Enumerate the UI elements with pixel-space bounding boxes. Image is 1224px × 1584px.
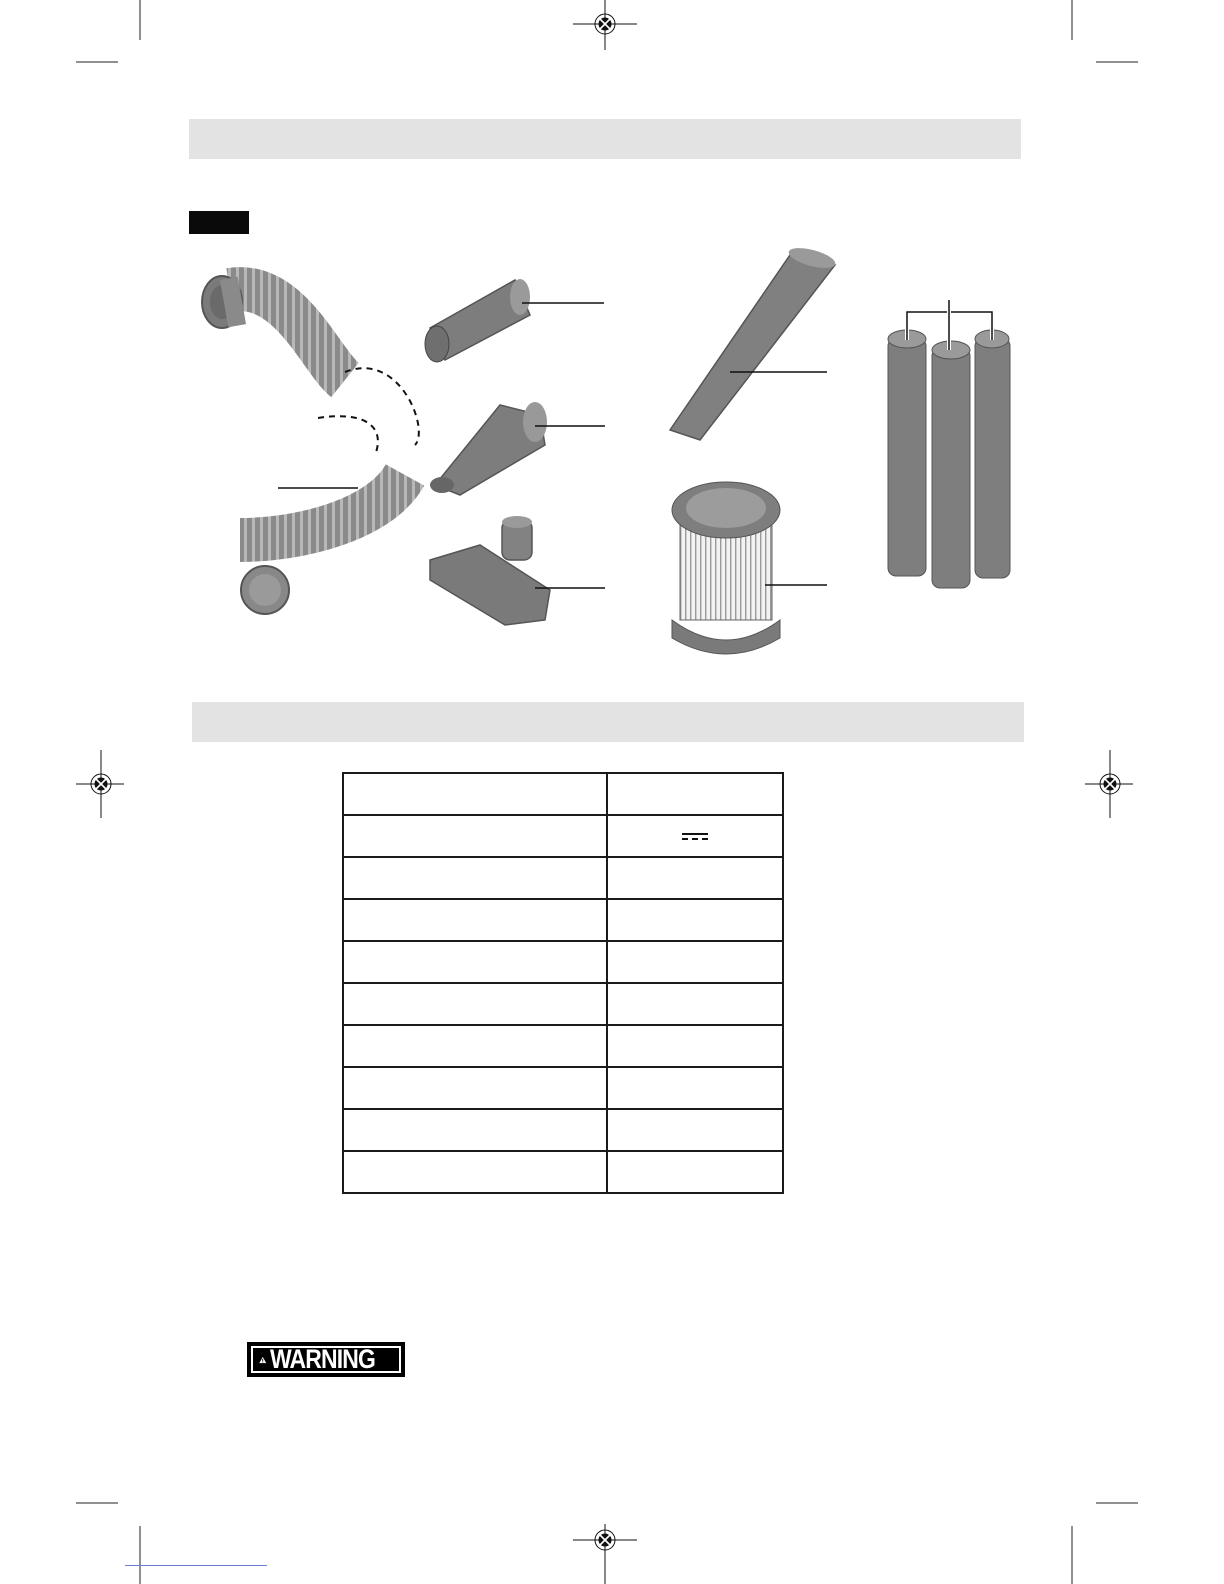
spec-value xyxy=(607,1067,783,1109)
spec-label xyxy=(343,815,607,857)
spec-label xyxy=(343,1151,607,1193)
spec-label xyxy=(343,941,607,983)
registration-mark-right xyxy=(1085,750,1135,820)
warning-badge xyxy=(247,1342,405,1377)
spec-value xyxy=(607,941,783,983)
spec-label xyxy=(343,1109,607,1151)
spec-value xyxy=(607,1109,783,1151)
warning-triangle-icon xyxy=(259,1349,267,1371)
table-row xyxy=(343,815,783,857)
table-row xyxy=(343,1025,783,1067)
section-header-accessories xyxy=(189,119,1021,159)
spec-label xyxy=(343,857,607,899)
direct-current-symbol-icon xyxy=(680,832,710,842)
spec-value xyxy=(607,1151,783,1193)
spec-label xyxy=(343,899,607,941)
accessories-illustration xyxy=(180,240,1060,660)
registration-mark-bottom xyxy=(570,1524,640,1584)
specifications-table xyxy=(342,772,784,1194)
table-row xyxy=(343,773,783,815)
spec-value xyxy=(607,899,783,941)
table-row xyxy=(343,941,783,983)
spec-value xyxy=(607,815,783,857)
table-row xyxy=(343,1109,783,1151)
section-header-specifications xyxy=(192,702,1024,742)
spec-label xyxy=(343,1067,607,1109)
spec-value xyxy=(607,1025,783,1067)
table-row xyxy=(343,983,783,1025)
floor-nozzle-illustration xyxy=(430,516,605,625)
table-row xyxy=(343,1067,783,1109)
hose-adapter-illustration xyxy=(425,279,604,362)
table-row xyxy=(343,857,783,899)
figure-label xyxy=(189,211,249,234)
spec-label xyxy=(343,983,607,1025)
registration-mark-top xyxy=(570,0,640,52)
table-row xyxy=(343,899,783,941)
spec-value xyxy=(607,857,783,899)
registration-mark-left xyxy=(76,750,126,820)
spec-label xyxy=(343,773,607,815)
warning-label: WARNING xyxy=(269,1344,375,1374)
hose-illustration xyxy=(202,276,419,614)
crevice-tool-illustration xyxy=(670,244,837,440)
spec-value xyxy=(607,983,783,1025)
extension-wands-illustration xyxy=(888,300,1010,588)
footer-link-underline xyxy=(125,1565,267,1566)
cartridge-filter-illustration xyxy=(672,482,827,654)
spec-value xyxy=(607,773,783,815)
table-row xyxy=(343,1151,783,1193)
spec-label xyxy=(343,1025,607,1067)
round-brush-nozzle-illustration xyxy=(430,402,605,495)
